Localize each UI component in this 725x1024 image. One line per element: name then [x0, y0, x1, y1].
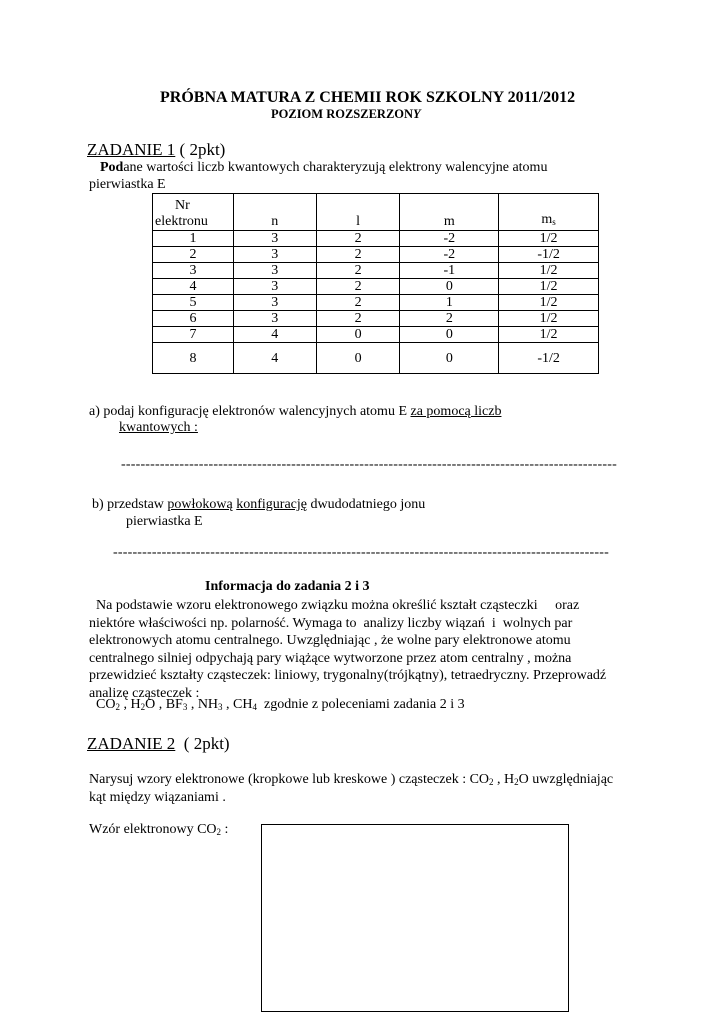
task1-heading	[87, 140, 225, 160]
table-cell: 2	[316, 263, 400, 279]
task2-line1-a: Narysuj wzory elektronowe (kropkowe lub kreskowe ) cząsteczek : CO	[89, 772, 490, 787]
table-row	[153, 279, 599, 295]
table-cell: 1/2	[499, 311, 599, 327]
info-line: przewidzieć kształty cząsteczek: liniowy, trygonalny(trójkątny), tetraedryczny. Przeprowadź	[89, 668, 607, 684]
task2-line1-c: O uwzględniając	[518, 772, 614, 787]
info-paragraph	[89, 597, 606, 703]
task1-intro	[100, 160, 547, 176]
task1-b-underline2: konfigurację	[236, 497, 307, 512]
co2-answer-box[interactable]	[261, 824, 569, 1012]
answer-line-a: ------------------------------------------------------------------------------------------------------	[121, 457, 617, 472]
table-cell: 2	[316, 247, 400, 263]
table-cell: 3	[233, 247, 316, 263]
header-n: n	[233, 194, 316, 231]
formula-co: CO	[89, 697, 116, 712]
header-ms	[499, 194, 599, 231]
info-line: niektóre właściwości np. polarność. Wymaga to analizy liczby wiązań i wolnych par	[89, 615, 573, 631]
table-cell: 7	[153, 327, 234, 343]
task1-b-text	[92, 497, 425, 513]
task2-line1-sub1: 2	[489, 777, 494, 787]
table-row	[153, 327, 599, 343]
formula-nh: , NH	[187, 697, 219, 712]
table-cell: 0	[316, 327, 400, 343]
co2-label-text: Wzór elektronowy CO	[89, 822, 217, 837]
page-subtitle	[271, 107, 421, 122]
table-cell: -2	[400, 247, 499, 263]
table-cell: 5	[153, 295, 234, 311]
task1-intro-bold: Pod	[100, 160, 124, 175]
table-cell: -1	[400, 263, 499, 279]
table-row	[153, 247, 599, 263]
header-nr-line1: Nr	[175, 198, 190, 213]
formula-rest: zgodnie z poleceniami zadania 2 i 3	[257, 697, 465, 712]
task1-heading-word: ZADANIE 1	[87, 140, 176, 159]
quantum-numbers-table	[152, 193, 599, 374]
task1-b-underline1: powłokową	[167, 497, 233, 512]
task1-b-prefix: b) przedstaw	[92, 497, 168, 512]
table-cell: 4	[233, 343, 316, 374]
table-cell: 2	[316, 279, 400, 295]
formula-ch-sub: 4	[252, 702, 257, 712]
formula-h2o-b: O , BF	[145, 697, 183, 712]
table-cell: -1/2	[499, 343, 599, 374]
table-cell: -1/2	[499, 247, 599, 263]
info-line: Na podstawie wzoru elektronowego związku można określić kształt cząsteczki oraz	[89, 598, 580, 613]
table-cell: 4	[233, 327, 316, 343]
task1-b-line2: pierwiastka E	[126, 514, 203, 529]
subtitle-main: POZIOM ROZSZERZON	[271, 107, 414, 121]
task1-a-text	[89, 404, 501, 420]
formula-nh-sub: 3	[218, 702, 223, 712]
formula-ch: , CH	[222, 697, 253, 712]
table-row	[153, 311, 599, 327]
table-cell: 0	[400, 279, 499, 295]
table-cell: -2	[400, 231, 499, 247]
subtitle-end: Y	[413, 107, 421, 121]
table-row	[153, 295, 599, 311]
table-cell: 3	[233, 263, 316, 279]
task2-heading-word: ZADANIE 2	[87, 734, 176, 753]
header-nr	[153, 194, 234, 231]
table-cell: 0	[316, 343, 400, 374]
task1-a-underline2: kwantowych :	[119, 420, 198, 435]
task1-points: ( 2pkt)	[175, 140, 226, 159]
table-cell: 6	[153, 311, 234, 327]
info-heading: Informacja do zadania 2 i 3	[205, 579, 370, 594]
header-m: m	[400, 194, 499, 231]
table-cell: 1/2	[499, 279, 599, 295]
info-line: centralnego silniej odpychają pary wiążące wytworzone przez atom centralny , można	[89, 650, 572, 666]
table-cell: 2	[316, 295, 400, 311]
co2-label	[89, 822, 228, 838]
formula-h2o-sub: 2	[140, 702, 146, 712]
header-ms-sub: s	[552, 217, 556, 227]
table-row	[153, 231, 599, 247]
info-line: elektronowych atomu centralnego. Uwzględniając , że wolne pary elektronowe atomu	[89, 633, 571, 649]
task2-heading	[87, 734, 230, 754]
formula-h2o-a: , H	[119, 697, 141, 712]
table-cell: 3	[233, 279, 316, 295]
task1-a-underline1: za pomocą liczb	[410, 404, 502, 419]
table-header-row	[153, 194, 599, 231]
table-cell: 1/2	[499, 327, 599, 343]
table-cell: 1/2	[499, 263, 599, 279]
table-cell: 2	[316, 311, 400, 327]
co2-label-sub: 2	[216, 827, 222, 837]
table-cell: 2	[400, 311, 499, 327]
table-cell: 1	[400, 295, 499, 311]
header-ms-main: m	[541, 212, 553, 227]
table-cell: 8	[153, 343, 234, 374]
table-row	[153, 263, 599, 279]
header-nr-line2: elektronu	[155, 214, 208, 229]
table-cell: 1	[153, 231, 234, 247]
info-line: analizę cząsteczek :	[89, 685, 200, 701]
page-title: PRÓBNA MATURA Z CHEMII ROK SZKOLNY 2011/2012	[160, 89, 576, 106]
task1-intro-line2: pierwiastka E	[89, 177, 166, 192]
formula-co-sub: 2	[115, 702, 120, 712]
task2-line1-b: , H	[493, 772, 515, 787]
table-cell: 0	[400, 343, 499, 374]
table-row	[153, 343, 599, 374]
task2-line2: kąt między wiązaniami .	[89, 790, 226, 805]
task1-intro-rest: ane wartości liczb kwantowych charakteryzują elektrony walencyjne atomu	[123, 160, 548, 175]
table-cell: 3	[233, 231, 316, 247]
table-cell: 4	[153, 279, 234, 295]
table-cell: 2	[316, 231, 400, 247]
task2-line1	[89, 772, 613, 788]
task2-line1-sub2: 2	[514, 777, 519, 787]
table-cell: 2	[153, 247, 234, 263]
answer-line-b: ------------------------------------------------------------------------------------------------------	[113, 545, 609, 560]
table-cell: 0	[400, 327, 499, 343]
table-cell: 3	[233, 295, 316, 311]
table-cell: 1/2	[499, 231, 599, 247]
molecule-list	[89, 697, 465, 713]
co2-label-end: :	[221, 822, 229, 837]
formula-bf-sub: 3	[182, 702, 188, 712]
task2-points: ( 2pkt)	[175, 734, 230, 753]
task1-a-line2	[119, 420, 198, 436]
task1-a-prefix: a) podaj konfigurację elektronów walencyjnych atomu E	[89, 404, 411, 419]
table-cell: 3	[153, 263, 234, 279]
task1-b-rest: dwudodatniego jonu	[307, 497, 426, 512]
table-cell: 3	[233, 311, 316, 327]
table-cell: 1/2	[499, 295, 599, 311]
header-l: l	[316, 194, 400, 231]
